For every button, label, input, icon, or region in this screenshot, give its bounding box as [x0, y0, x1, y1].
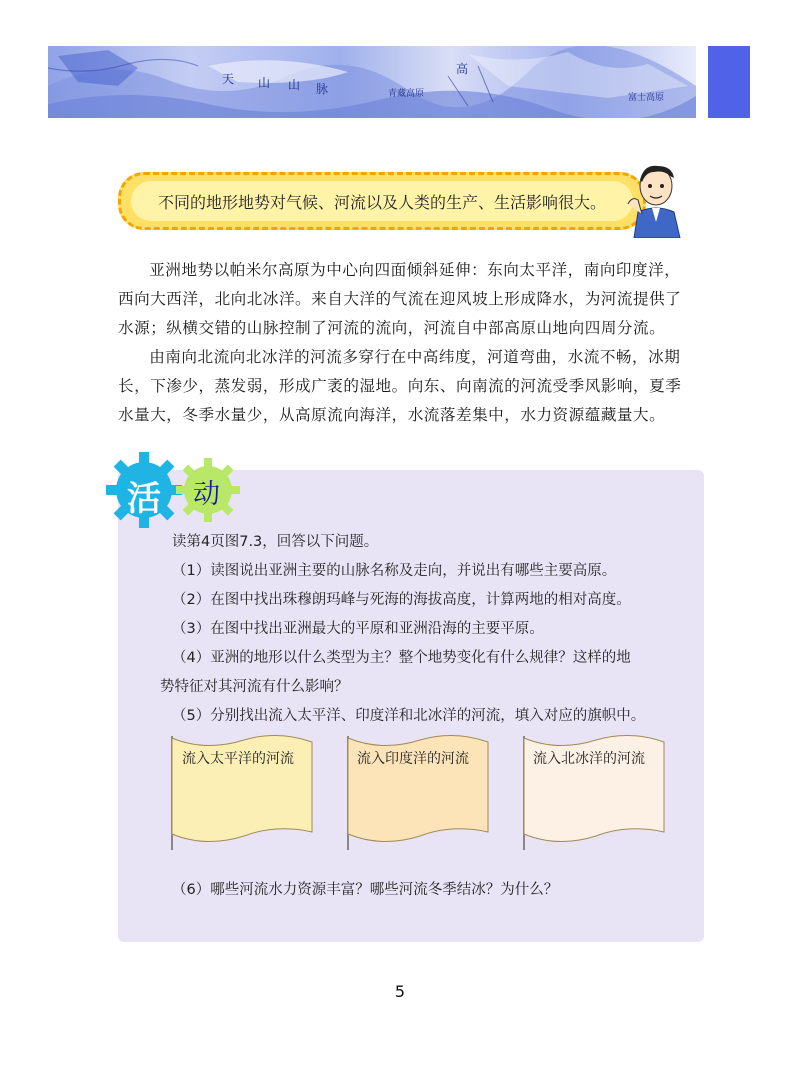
flag-label-arctic: 流入北冰洋的河流: [533, 751, 645, 767]
question-4b: 势特征对其河流有什么影响？: [160, 679, 349, 695]
key-point-callout: [118, 172, 646, 230]
question-2: （2）在图中找出珠穆朗玛峰与死海的海拔高度，计算两地的相对高度。: [172, 592, 631, 608]
map-label-7: 富士高原: [628, 93, 665, 103]
activity-gear-icon: [104, 450, 246, 530]
question-3: （3）在图中找出亚洲最大的平原和亚洲沿海的主要平原。: [172, 621, 544, 637]
teacher-illustration: [620, 160, 692, 238]
question-1: （1）读图说出亚洲主要的山脉名称及走向，并说出有哪些主要高原。: [172, 563, 617, 579]
page-number: 5: [394, 982, 406, 1001]
activity-intro: 读第4页图7.3，回答以下问题。: [172, 534, 379, 550]
map-label-4: 脉: [316, 82, 329, 96]
flag-label-indian: 流入印度洋的河流: [357, 751, 469, 767]
flag-label-pacific: 流入太平洋的河流: [182, 751, 294, 767]
body-text: [118, 256, 684, 430]
activity-questions: [160, 528, 692, 731]
header-map-banner: [48, 46, 696, 118]
map-label-5: 高: [456, 62, 469, 76]
body-paragraph-1: 亚洲地势以帕米尔高原为中心向四面倾斜延伸：东向太平洋，南向印度洋，西向大西洋，北向北冰洋。来自大洋的气流在迎风坡上形成降水，为河流提供了水源；纵横交错的山脉控制了河流的流向，河流自中部高原山地向四周分流。: [118, 261, 682, 337]
question-5: （5）分别找出流入太平洋、印度洋和北冰洋的河流，填入对应的旗帜中。: [172, 708, 646, 724]
activity-title-char1: 活: [127, 479, 161, 519]
map-label-2: 山: [258, 76, 271, 90]
map-label-3: 山: [288, 78, 301, 92]
map-label-6: 青藏高原: [388, 89, 425, 99]
body-paragraph-2: 由南向北流向北冰洋的河流多穿行在中高纬度，河道弯曲，水流不畅，冰期长，下渗少，蒸发弱，形成广袤的湿地。向东、向南流的河流受季风影响，夏季水量大，冬季水量少，从高原流向海洋，水流落差集中，水力资源蕴藏量大。: [118, 348, 682, 424]
question-6: （6）哪些河流水力资源丰富？哪些河流冬季结冰？为什么？: [172, 882, 559, 898]
chapter-tab: [708, 46, 750, 118]
callout-text: 不同的地形地势对气候、河流以及人类的生产、生活影响很大。: [157, 192, 606, 212]
activity-title-char2: 动: [193, 479, 220, 510]
question-4a: （4）亚洲的地形以什么类型为主？整个地势变化有什么规律？这样的地: [172, 650, 631, 666]
map-label-1: 天: [222, 72, 235, 86]
map-terrain-graphic: [48, 46, 696, 118]
